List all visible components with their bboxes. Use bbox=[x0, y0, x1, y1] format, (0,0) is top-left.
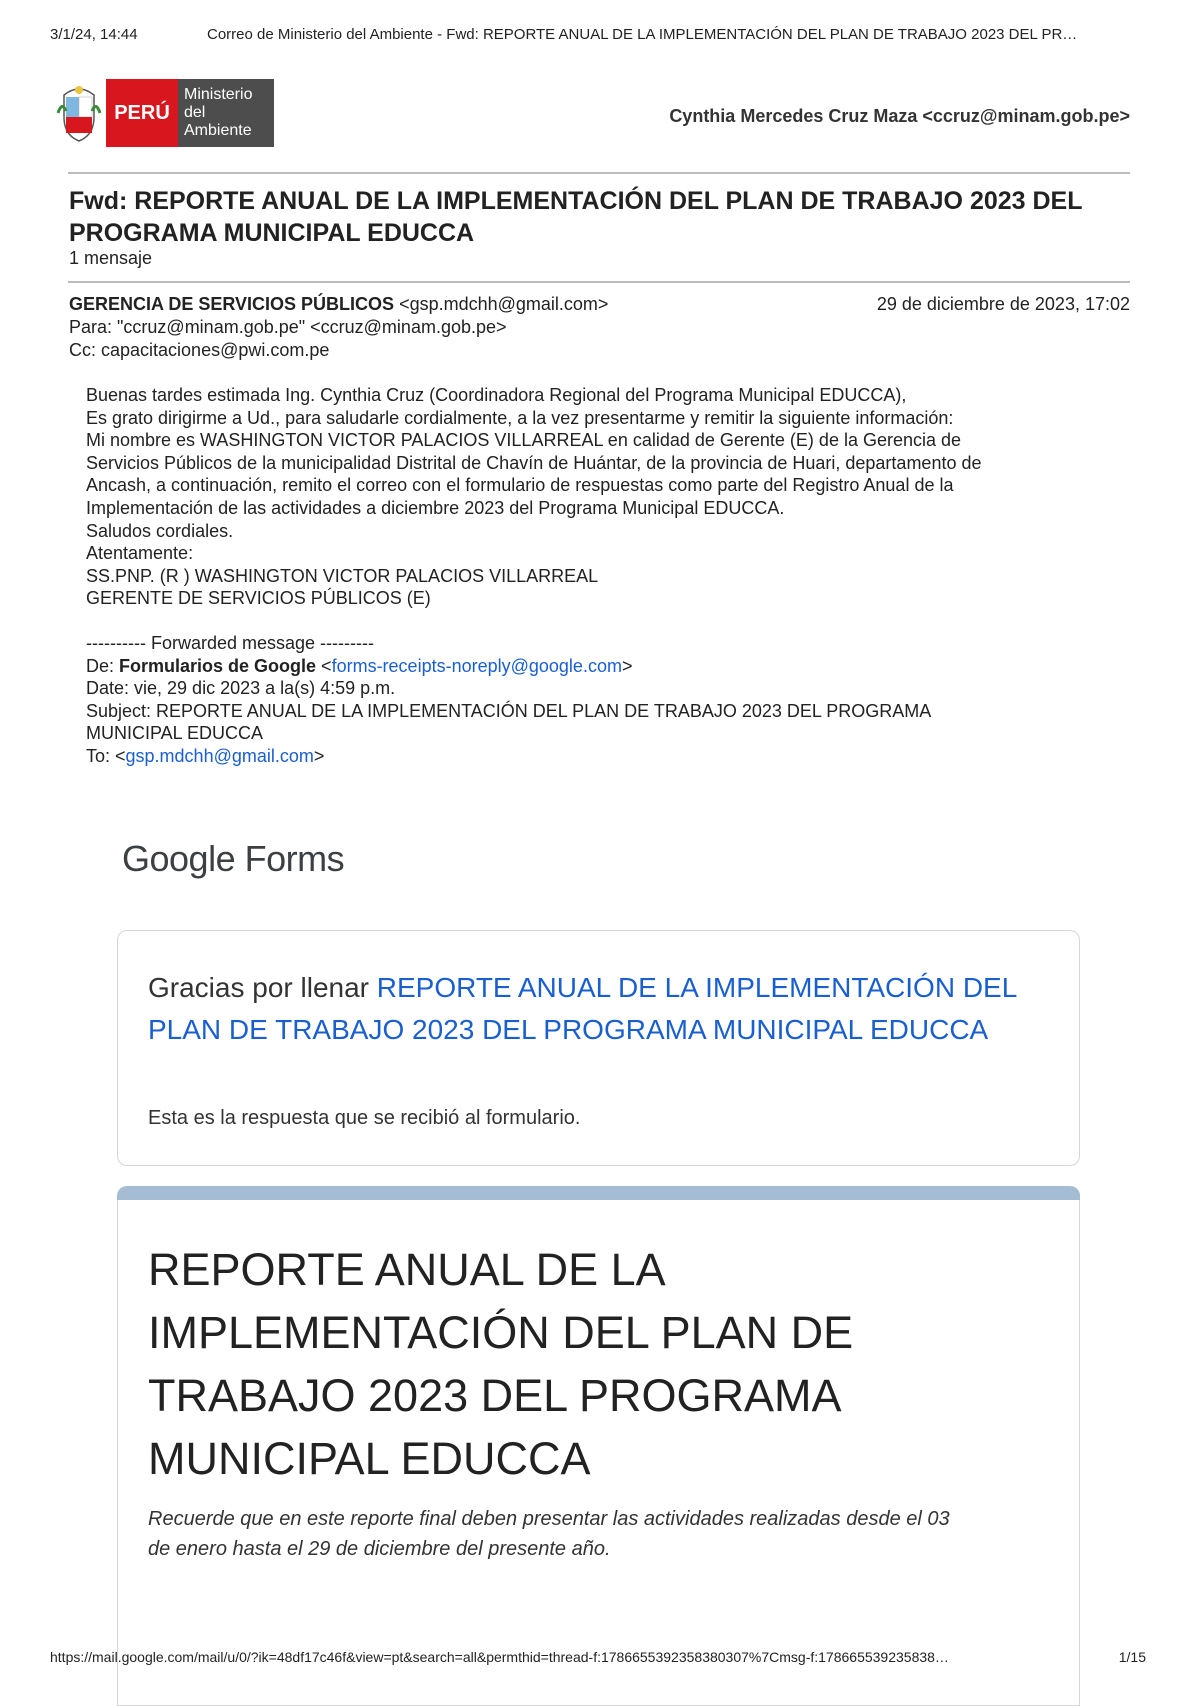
form-title: REPORTE ANUAL DE LA IMPLEMENTACIÓN DEL PLAN DE TRABAJO 2023 DEL PROGRAMA MUNICIPAL EDUCCA bbox=[148, 1244, 854, 1484]
body-line: Servicios Públicos de la municipalidad Distrital de Chavín de Huántar, de la provincia de Huari, departamento de bbox=[86, 452, 982, 473]
sender-line bbox=[69, 294, 608, 315]
page-number: 1/15 bbox=[1118, 1649, 1146, 1665]
forwarded-from-name: Formularios de Google bbox=[119, 655, 317, 676]
response-received-text: Esta es la respuesta que se recibió al formulario. bbox=[148, 1107, 581, 1129]
body-line: Buenas tardes estimada Ing. Cynthia Cruz (Coordinadora Regional del Programa Municipal EDUCCA), bbox=[86, 385, 907, 405]
form-title-link[interactable]: REPORTE ANUAL DE LA IMPLEMENTACIÓN DEL PLAN DE TRABAJO 2023 DEL PROGRAMA MUNICIPAL EDUCCA bbox=[148, 972, 1017, 1045]
thanks-prefix: Gracias por llenar bbox=[148, 972, 377, 1003]
cc-line: Cc: capacitaciones@pwi.com.pe bbox=[69, 340, 330, 360]
body-line: GERENTE DE SERVICIOS PÚBLICOS (E) bbox=[86, 588, 431, 609]
form-header-card bbox=[117, 1186, 1080, 1706]
ministry-logo bbox=[56, 79, 274, 147]
print-url: https://mail.google.com/mail/u/0/?ik=48df17c46f&view=pt&search=all&permthid=thread-f:1786655392358380307%7Cmsg-f:178665539235838… bbox=[50, 1649, 949, 1665]
ministry-line-1: Ministerio bbox=[184, 86, 253, 103]
body-line: Mi nombre es WASHINGTON VICTOR PALACIOS VILLARREAL en calidad de Gerente (E) de la Gerencia de bbox=[86, 430, 962, 451]
ministry-line-2: del Ambiente bbox=[184, 104, 252, 139]
forms-wordmark: Forms bbox=[235, 838, 345, 879]
forwarded-to-label: To: bbox=[86, 745, 116, 766]
body-line: Es grato dirigirme a Ud., para saludarle cordialmente, a la vez presentarme y remitir la siguiente información: bbox=[86, 407, 954, 428]
forwarded-subject-line-2: MUNICIPAL EDUCCA bbox=[86, 723, 264, 744]
confirmation-card bbox=[117, 930, 1080, 1166]
sender-name: GERENCIA DE SERVICIOS PÚBLICOS bbox=[69, 294, 395, 314]
body-line: Atentamente: bbox=[86, 543, 194, 564]
message-date: 29 de diciembre de 2023, 17:02 bbox=[876, 294, 1130, 314]
divider bbox=[68, 172, 1130, 174]
google-wordmark: Google bbox=[122, 838, 236, 879]
forwarded-from: De: Formularios de Google <forms-receipts-noreply@google.com> bbox=[86, 655, 633, 676]
body-line: SS.PNP. (R ) WASHINGTON VICTOR PALACIOS VILLARREAL bbox=[86, 565, 599, 586]
message-count: 1 mensaje bbox=[69, 248, 153, 268]
message-body bbox=[86, 384, 1096, 768]
forwarded-date: Date: vie, 29 dic 2023 a la(s) 4:59 p.m. bbox=[86, 678, 396, 699]
thanks-message bbox=[148, 967, 1028, 1051]
body-line: Saludos cordiales. bbox=[86, 520, 234, 541]
google-forms-logo bbox=[122, 838, 344, 880]
peru-brand: PERÚ bbox=[106, 79, 178, 147]
forwarded-from-email-link[interactable]: forms-receipts-noreply@google.com bbox=[331, 655, 622, 676]
form-accent-bar bbox=[117, 1186, 1080, 1200]
print-date: 3/1/24, 14:44 bbox=[50, 26, 138, 43]
forwarded-subject-line-1: Subject: REPORTE ANUAL DE LA IMPLEMENTACIÓN DEL PLAN DE TRABAJO 2023 DEL PROGRAMA bbox=[86, 700, 932, 721]
body-line: Ancash, a continuación, remito el correo con el formulario de respuestas como parte del Registro Anual de la bbox=[86, 475, 954, 496]
forwarded-to: To: <gsp.mdchh@gmail.com> bbox=[86, 745, 325, 766]
print-page-title: Correo de Ministerio del Ambiente - Fwd: REPORTE ANUAL DE LA IMPLEMENTACIÓN DEL PLAN DE TRABAJO 2023 DEL PR… bbox=[207, 26, 1078, 43]
forwarded-separator: ---------- Forwarded message --------- bbox=[86, 632, 374, 653]
divider bbox=[68, 281, 1130, 283]
peru-coat-of-arms-icon bbox=[56, 83, 102, 143]
sender-email: <gsp.mdchh@gmail.com> bbox=[394, 294, 609, 314]
forwarded-from-label: De: bbox=[86, 655, 120, 676]
thread-subject: Fwd: REPORTE ANUAL DE LA IMPLEMENTACIÓN DEL PLAN DE TRABAJO 2023 DEL PROGRAMA MUNICIPAL EDUCCA bbox=[69, 187, 1083, 247]
recipient-line: Para: "ccruz@minam.gob.pe" <ccruz@minam.gob.pe> bbox=[69, 317, 507, 337]
ministry-name bbox=[178, 79, 274, 147]
form-description: Recuerde que en este reporte final deben presentar las actividades realizadas desde el 03 de enero hasta el 29 de diciembre del presente año. bbox=[148, 1508, 950, 1560]
forwarded-to-email-link[interactable]: gsp.mdchh@gmail.com bbox=[125, 745, 314, 766]
body-line: Implementación de las actividades a diciembre 2023 del Programa Municipal EDUCCA. bbox=[86, 497, 785, 518]
account-name: Cynthia Mercedes Cruz Maza <ccruz@minam.gob.pe> bbox=[669, 106, 1130, 126]
